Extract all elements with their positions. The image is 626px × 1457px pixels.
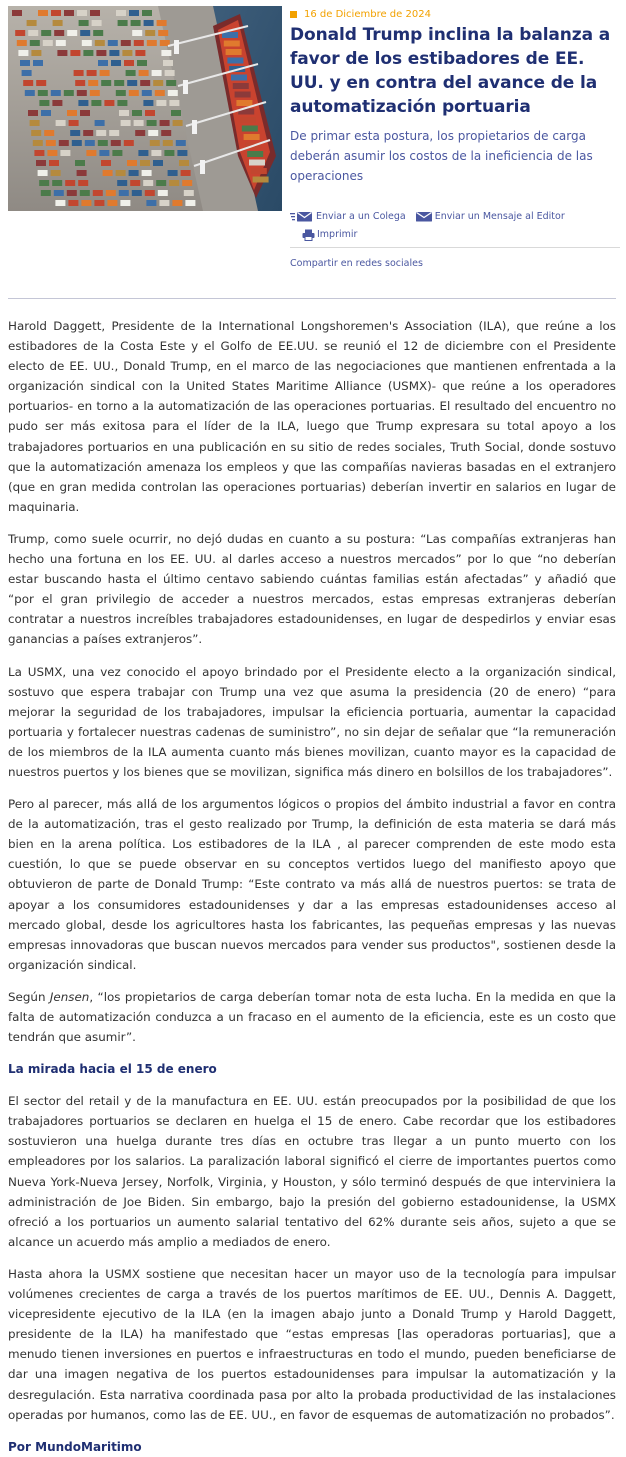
container-box	[106, 190, 116, 196]
container-box	[98, 140, 108, 146]
paragraph-5-rest: , “los propietarios de carga deberían tomar nota de esta lucha. En la medida en que la falta de automatización conduzca a un fracaso en el aumento de la eficiencia, este es un costo que tendrán que asumir”.	[8, 989, 616, 1045]
container-box	[83, 50, 93, 56]
container-box	[17, 40, 27, 46]
date-row	[290, 6, 620, 22]
container-box	[116, 90, 126, 96]
container-box	[124, 60, 134, 66]
container-box	[38, 90, 48, 96]
ship-container	[249, 160, 265, 166]
container-box	[78, 100, 88, 106]
container-box	[80, 190, 90, 196]
article-date: 16 de Diciembre de 2024	[304, 8, 431, 20]
container-box	[173, 120, 183, 126]
container-box	[111, 140, 121, 146]
source-name: Jensen	[49, 989, 90, 1004]
container-box	[90, 10, 100, 16]
container-box	[28, 30, 38, 36]
container-box	[93, 30, 103, 36]
container-box	[67, 190, 77, 196]
container-box	[43, 40, 53, 46]
container-box	[169, 100, 179, 106]
ship-container	[251, 168, 267, 174]
container-box	[135, 130, 145, 136]
ship-container	[236, 100, 252, 106]
container-box	[54, 30, 64, 36]
container-box	[185, 200, 195, 206]
container-box	[54, 190, 64, 196]
container-box	[117, 100, 127, 106]
container-box	[53, 20, 63, 26]
container-box	[163, 140, 173, 146]
date-bullet	[290, 11, 297, 18]
section-heading: La mirada hacia el 15 de enero	[8, 1062, 217, 1077]
container-box	[46, 140, 56, 146]
container-box	[100, 70, 110, 76]
container-box	[153, 160, 163, 166]
container-box	[94, 200, 104, 206]
container-box	[77, 170, 87, 176]
container-box	[153, 80, 163, 86]
container-box	[15, 30, 25, 36]
paragraph-1: Harold Daggett, Presidente de la International Longshoremen's Association (ILA), que reúne a los estibadores de la Costa Este y el Golfo de EE.UU. se reunió el 12 de diciembre con el Presidente electo de EE. UU., Donald Trump, en el marco de las negociaciones que mantienen enfrentada a la organización sindical con la United States Maritime Alliance (USMX)- que reúne a los operadores portuarios- en torno a la automatización de las operaciones portuarias. El resultado del encuentro no pudo ser más exitosa para el líder de la ILA, luego que Trump expresara su total apoyo a los trabajadores portuarios en una publicación en su sitio de redes sociales, Truth Social, donde sostuvo que la automatización amenaza los empleos y que las compañías navieras basadas en el extranjero (que en gran medida controlan las operaciones portuarias) deberían invertir en salarios en lugar de maquinaria.	[8, 319, 616, 514]
container-box	[164, 150, 174, 156]
container-box	[160, 120, 170, 126]
ship-container	[247, 151, 263, 157]
container-box	[182, 180, 192, 186]
container-box	[27, 20, 37, 26]
container-box	[72, 140, 82, 146]
container-box	[176, 140, 186, 146]
container-box	[99, 150, 109, 156]
container-box	[177, 150, 187, 156]
container-box	[20, 60, 30, 66]
ship-container	[231, 75, 247, 81]
send-to-editor-label: Enviar un Mensaje al Editor	[434, 211, 565, 222]
container-box	[145, 190, 155, 196]
container-box	[181, 170, 191, 176]
container-box	[161, 130, 171, 136]
container-box	[57, 50, 67, 56]
container-box	[151, 150, 161, 156]
header-divider	[8, 298, 616, 299]
container-box	[147, 40, 157, 46]
container-box	[95, 40, 105, 46]
paragraph-5-lead: Según	[8, 989, 50, 1004]
actions-divider	[290, 247, 620, 248]
byline: Por MundoMaritimo	[8, 1439, 142, 1454]
container-box	[51, 10, 61, 16]
container-box	[117, 180, 127, 186]
container-box	[60, 150, 70, 156]
container-box	[77, 90, 87, 96]
container-box	[78, 180, 88, 186]
container-box	[109, 50, 119, 56]
container-box	[108, 40, 118, 46]
article-image	[8, 6, 282, 211]
container-box	[18, 50, 28, 56]
container-box	[157, 20, 167, 26]
ship-container	[227, 58, 243, 64]
container-box	[41, 30, 51, 36]
share-social-link[interactable]: Compartir en redes sociales	[290, 258, 423, 269]
container-box	[146, 200, 156, 206]
container-box	[75, 80, 85, 86]
container-box	[55, 200, 65, 206]
article-subtitle: De primar esta postura, los propietarios de carga deberán asumir los costos de la ineficiencia de las operaciones	[290, 129, 593, 183]
container-box	[152, 70, 162, 76]
container-box	[116, 170, 126, 176]
container-box	[12, 10, 22, 16]
container-box	[44, 130, 54, 136]
article-title: Donald Trump inclina la balanza a favor de los estibadores de EE. UU. y en contra del avance de la automatización portuaria	[290, 25, 611, 117]
container-box	[67, 30, 77, 36]
container-box	[138, 150, 148, 156]
container-box	[134, 120, 144, 126]
send-to-colleague-label: Enviar a un Colega	[316, 211, 406, 222]
container-box	[172, 200, 182, 206]
ship-container	[240, 117, 256, 123]
container-box	[49, 160, 59, 166]
container-box	[56, 120, 66, 126]
container-box	[75, 160, 85, 166]
article-body	[8, 316, 616, 1457]
container-box	[64, 10, 74, 16]
container-box	[30, 40, 40, 46]
container-box	[39, 180, 49, 186]
container-box	[70, 130, 80, 136]
container-box	[134, 40, 144, 46]
container-box	[120, 200, 130, 206]
paragraph-7: Hasta ahora la USMX sostiene que necesitan hacer un mayor uso de la tecnología para impulsar volúmenes crecientes de carga a través de los puertos marítimos de EE. UU., Dennis A. Daggett, vicepresidente ejecutivo de la ILA (en la imagen abajo junto a Donald Trump y Harold Daggett, presidente de la ILA) ha manifestado que “estas empresas [las operadoras portuarias], que a menudo tienen inversiones en puertos e infraestructuras en todo el mundo, pueden beneficiarse de dar una imagen negativa de los puertos estadounidenses para impulsar la automatización y la desregulación. Esta narrativa coordinada pasa por alto la probada productividad de las instalaciones operadas por humanos, como las de EE. UU., en favor de esquemas de automatización no probados”.	[8, 1266, 616, 1422]
container-box	[83, 130, 93, 136]
container-box	[95, 120, 105, 126]
container-box	[147, 120, 157, 126]
article-actions	[290, 208, 620, 269]
container-box	[85, 140, 95, 146]
container-box	[51, 170, 61, 176]
container-box	[156, 100, 166, 106]
container-box	[74, 70, 84, 76]
container-box	[69, 120, 79, 126]
container-box	[114, 80, 124, 86]
container-box	[90, 90, 100, 96]
container-box	[124, 140, 134, 146]
container-box	[52, 180, 62, 186]
container-box	[158, 190, 168, 196]
print-label: Imprimir	[317, 229, 358, 240]
container-box	[28, 110, 38, 116]
container-box	[104, 100, 114, 106]
container-box	[127, 80, 137, 86]
container-box	[39, 100, 49, 106]
ship-container	[233, 83, 249, 89]
container-box	[86, 150, 96, 156]
container-box	[159, 200, 169, 206]
container-box	[168, 90, 178, 96]
container-box	[111, 60, 121, 66]
container-box	[41, 190, 51, 196]
ship-container	[224, 41, 240, 47]
container-box	[166, 80, 176, 86]
container-box	[165, 70, 175, 76]
container-box	[179, 160, 189, 166]
container-box	[119, 110, 129, 116]
container-box	[64, 90, 74, 96]
container-box	[132, 190, 142, 196]
container-box	[38, 10, 48, 16]
paragraph-4: Pero al parecer, más allá de los argumentos lógicos o propios del ámbito industrial a favor en contra de la automatización, tras el gesto realizado por Trump, la definición de esta materia se dará más bien en la arena política. Los estibadores de la ILA , al parecer comprenden de este modo esta cuestión, lo que se puede observar en su conceptos vertidos luego del manifiesto apoyo que obtuvieron de parte de Donald Trump: “Este contrato va más allá de nuestros puertos: se trata de apoyar a los consumidores estadounidenses y dar a las empresas estadounidenses acceso al mercado global, desde los agricultores hasta los fabricantes, las pequeñas empresas y las nuevas empresas innovadoras que buscan nuevos mercados para vender sus productos", sostienen desde la organización sindical.	[8, 797, 616, 972]
container-box	[101, 160, 111, 166]
container-box	[67, 110, 77, 116]
container-box	[79, 20, 89, 26]
container-box	[126, 70, 136, 76]
container-box	[163, 60, 173, 66]
container-box	[30, 120, 40, 126]
ship-container	[242, 126, 258, 132]
container-box	[135, 50, 145, 56]
paragraph-5	[8, 987, 616, 1047]
container-box	[98, 60, 108, 66]
container-box	[121, 40, 131, 46]
container-box	[127, 160, 137, 166]
container-box	[131, 20, 141, 26]
envelope-icon	[416, 211, 433, 222]
container-box	[82, 40, 92, 46]
container-box	[142, 170, 152, 176]
container-box	[184, 190, 194, 196]
container-box	[31, 50, 41, 56]
container-box	[158, 30, 168, 36]
paragraph-3: La USMX, una vez conocido el apoyo brindado por el Presidente electo a la organización sindical, sostuvo que espera trabajar con Trump una vez que asuma la presidencia (20 de enero) “para mejorar la seguridad de los trabajadores, impulsar la eficiencia portuaria, aumentar la capacidad portuaria y fortalecer nuestras cadenas de suministro”, no sin dejar de señalar que “la remuneración de los miembros de la ILA aumenta cuanto más bienes movilizan, cuanto mayor es la capacidad de nuestros puertos y los bienes que se movilizan, significa más dinero en bolsillos de los trabajadores”.	[8, 664, 616, 779]
container-box	[81, 200, 91, 206]
container-box	[169, 180, 179, 186]
container-box	[25, 90, 35, 96]
container-box	[107, 200, 117, 206]
container-box	[122, 50, 132, 56]
container-box	[142, 90, 152, 96]
container-box	[132, 30, 142, 36]
container-box	[22, 70, 32, 76]
container-box	[31, 130, 41, 136]
container-box	[93, 190, 103, 196]
container-box	[33, 60, 43, 66]
container-box	[36, 80, 46, 86]
container-box	[140, 160, 150, 166]
container-box	[56, 40, 66, 46]
container-box	[118, 20, 128, 26]
container-box	[41, 110, 51, 116]
container-box	[91, 100, 101, 106]
printer-icon	[302, 229, 315, 241]
container-box	[139, 70, 149, 76]
container-box	[68, 200, 78, 206]
container-box	[171, 110, 181, 116]
ship-container	[253, 177, 269, 183]
container-box	[150, 140, 160, 146]
container-box	[148, 130, 158, 136]
container-box	[109, 130, 119, 136]
container-box	[161, 50, 171, 56]
container-box	[47, 150, 57, 156]
container-box	[168, 170, 178, 176]
container-box	[129, 10, 139, 16]
send-to-editor-link[interactable]	[416, 211, 565, 222]
send-to-colleague-link[interactable]	[290, 211, 406, 222]
container-box	[143, 100, 153, 106]
container-box	[116, 10, 126, 16]
container-box	[36, 160, 46, 166]
container-box	[145, 30, 155, 36]
container-box	[103, 170, 113, 176]
container-box	[33, 140, 43, 146]
container-box	[129, 90, 139, 96]
container-box	[70, 50, 80, 56]
container-box	[88, 80, 98, 86]
container-box	[119, 190, 129, 196]
container-box	[156, 180, 166, 186]
container-box	[101, 80, 111, 86]
container-box	[92, 20, 102, 26]
container-box	[155, 90, 165, 96]
container-box	[52, 100, 62, 106]
container-box	[34, 150, 44, 156]
container-box	[132, 110, 142, 116]
container-box	[51, 90, 61, 96]
container-box	[65, 180, 75, 186]
container-box	[112, 150, 122, 156]
container-box	[23, 80, 33, 86]
container-box	[129, 170, 139, 176]
container-box	[80, 30, 90, 36]
container-box	[38, 170, 48, 176]
container-box	[143, 180, 153, 186]
paragraph-2: Trump, como suele ocurrir, no dejó dudas en cuanto a su postura: “Las compañías extranjeras han hecho una fortuna en los EE. UU. al darles acceso a nuestros mercados” por lo que “no deberían estar buscando hasta el último centavo sabiendo cuántas familias están afectadas” y añadió que “por el gran privilegio de acceder a nuestros mercados, estas empresas extranjeras deberían contratar a nuestros increíbles trabajadores estadounidenses, en lugar de despedirlos y enviar esas ganancias a países extranjeros”.	[8, 531, 616, 647]
container-box	[137, 60, 147, 66]
container-box	[121, 120, 131, 126]
container-box	[142, 10, 152, 16]
container-box	[145, 110, 155, 116]
ship-container	[244, 134, 260, 140]
container-box	[87, 70, 97, 76]
container-box	[144, 20, 154, 26]
container-box	[96, 50, 106, 56]
container-box	[130, 180, 140, 186]
paragraph-6: El sector del retail y de la manufactura en EE. UU. están preocupados por la posibilidad de que los trabajadores portuarios se declaren en huelga el 15 de enero. Cabe recordar que los estibadores sostuvieron una huelga durante tres días en octubre tras llegar a un punto muerto con los empleadores por los salarios. La paralización laboral significó el cierre de importantes puertos como Nueva York-Nueva Jersey, Norfolk, Virginia, y Houston, y sólo terminó después de que interviniera la administración de Joe Biden. Sin embargo, bajo la presión del gobierno estadounidense, la USMX ofreció a los portuarios un aumento salarial tentativo del 62% durante seis años, sujeto a que se alcance un acuerdo más amplio a mediados de enero.	[8, 1094, 616, 1249]
ship-container	[235, 92, 251, 98]
ship-container	[226, 49, 242, 55]
container-box	[80, 110, 90, 116]
print-link[interactable]	[302, 229, 357, 241]
container-box	[140, 80, 150, 86]
container-box	[77, 10, 87, 16]
container-box	[59, 140, 69, 146]
list-envelope-icon	[290, 211, 314, 222]
port-aerial-photo	[8, 6, 282, 211]
container-box	[96, 130, 106, 136]
